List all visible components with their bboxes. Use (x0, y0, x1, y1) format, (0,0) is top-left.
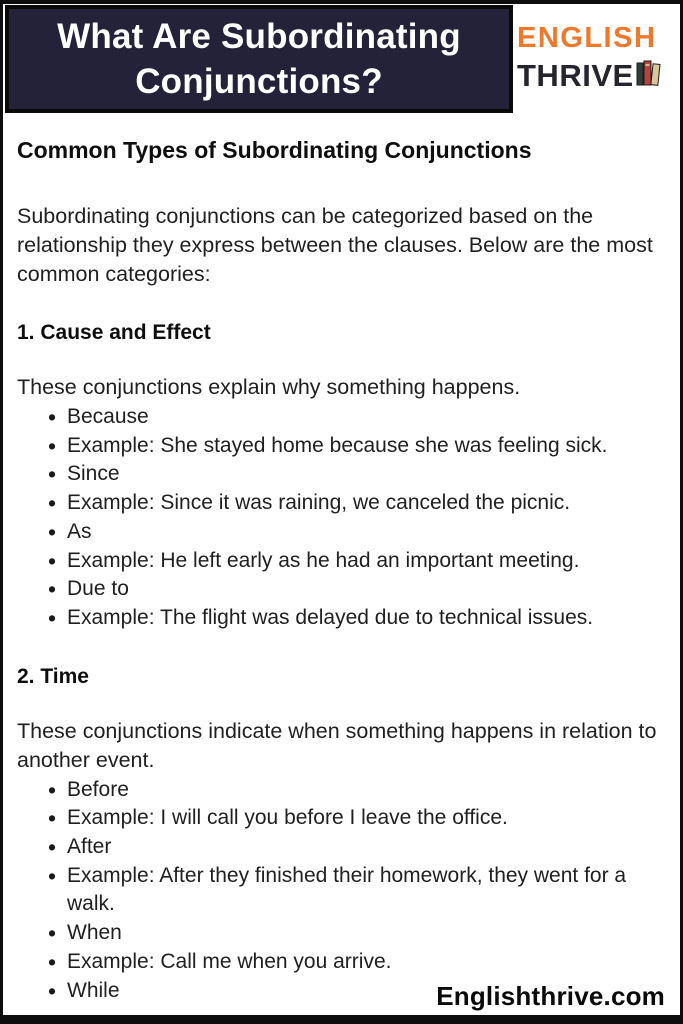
bullet-list-cause-and-effect (17, 403, 666, 633)
list-item: • Example: She stayed home because she was feeling sick. (67, 432, 666, 461)
list-item: • After (67, 833, 666, 862)
logo-text-thrive-row (517, 57, 677, 92)
bullet-list-time (17, 776, 666, 1006)
list-item: • Before (67, 776, 666, 805)
list-item: • Example: Since it was raining, we canceled the picnic. (67, 489, 666, 518)
banner-title-line1: What Are Subordinating (57, 17, 461, 56)
section-title-time: 2. Time (17, 664, 89, 688)
list-item: • Due to (67, 575, 666, 604)
list-item: • Example: Call me when you arrive. (67, 948, 666, 977)
list-item: • Because (67, 403, 666, 432)
book-stack-icon (636, 57, 662, 92)
banner-title-line2: Conjunctions? (135, 62, 383, 101)
section-title-cause-and-effect: 1. Cause and Effect (17, 321, 211, 344)
section-desc-time: These conjunctions indicate when something happens in relation to another event. (17, 718, 657, 772)
list-item: • As (67, 518, 666, 547)
document-body (3, 135, 680, 1005)
section-desc-cause-and-effect: These conjunctions explain why something happens. (17, 375, 521, 399)
brand-logo (517, 22, 677, 92)
list-item: • Since (67, 460, 666, 489)
title-banner (5, 5, 513, 113)
list-item: • Example: I will call you before I leave the office. (67, 804, 666, 833)
list-item: • While (67, 977, 666, 1006)
logo-text-english: ENGLISH (517, 22, 657, 54)
header (3, 4, 680, 114)
page-title: Common Types of Subordinating Conjunctions (17, 137, 532, 163)
list-item: • Example: He left early as he had an important meeting. (67, 547, 666, 576)
list-item: • When (67, 919, 666, 948)
logo-text-thrive: THRIVE (517, 58, 634, 93)
list-item: • Example: After they finished their homework, they went for a walk. (67, 862, 666, 919)
footer-site: Englishthrive.com (436, 981, 665, 1011)
list-item: • Example: The flight was delayed due to technical issues. (67, 604, 666, 633)
intro-paragraph: Subordinating conjunctions can be categorized based on the relationship they express between the clauses. Below are the most common categories: (17, 204, 653, 286)
